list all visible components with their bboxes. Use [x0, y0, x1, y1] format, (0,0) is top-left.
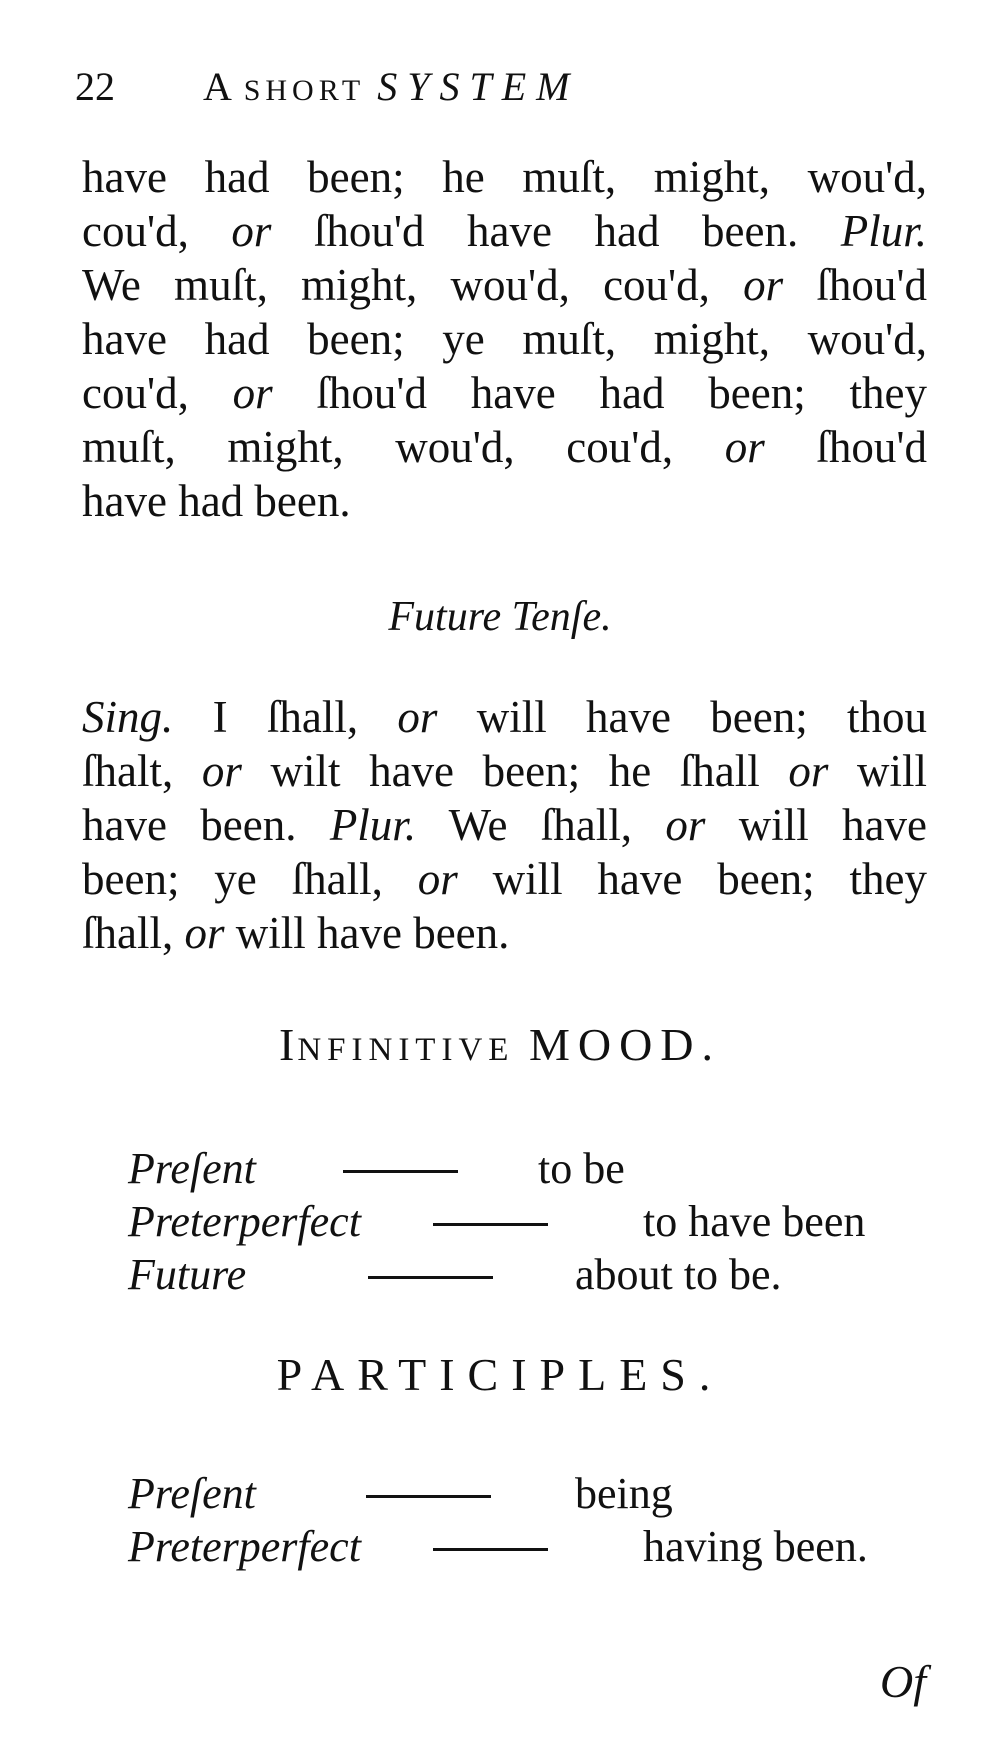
text-line: Sing. I ſhall, or will have been; thou — [82, 692, 928, 742]
row-value: to have been — [643, 1197, 866, 1246]
leader-dash — [366, 1495, 491, 1498]
leader-dash — [433, 1223, 548, 1226]
participles-heading: PARTICIPLES. — [276, 1349, 724, 1400]
text-line: cou'd, or ſhou'd have had been. Plur. — [82, 206, 927, 256]
leader-dash — [368, 1276, 493, 1279]
row-label: Preſent — [128, 1469, 256, 1518]
text-line: have had been. — [82, 476, 351, 526]
text-line: have had been; he muſt, might, wou'd, — [82, 152, 927, 202]
infinitive-row-preterperfect — [128, 1195, 928, 1249]
infinitive-row-future — [128, 1248, 928, 1302]
text-line: ſhalt, or wilt have been; he ſhall or will — [82, 746, 927, 796]
infinitive-row-present — [128, 1142, 888, 1196]
participle-row-present — [128, 1467, 888, 1521]
text-line: muſt, might, wou'd, cou'd, or ſhou'd — [82, 422, 927, 472]
participle-row-preterperfect — [128, 1520, 928, 1574]
row-label: Preſent — [128, 1144, 256, 1193]
title-short: SHORT — [243, 74, 366, 107]
text-line: have had been; ye muſt, might, wou'd, — [82, 314, 927, 364]
running-header — [75, 62, 795, 112]
title-a: A — [203, 64, 232, 109]
row-label: Preterperfect — [128, 1522, 361, 1571]
text-line: ſhall, or will have been. — [82, 908, 510, 958]
infinitive-mood-heading: INFINITIVE MOOD. — [278, 1019, 722, 1070]
paragraph-perfect-conclusion — [82, 150, 927, 528]
title-system: SYSTEM — [377, 64, 580, 109]
page-number: 22 — [75, 64, 115, 109]
paragraph-future-tense — [82, 690, 927, 960]
row-label: Future — [128, 1250, 247, 1299]
text-line: cou'd, or ſhou'd have had been; they — [82, 368, 927, 418]
text-line: have been. Plur. We ſhall, or will have — [82, 800, 927, 850]
row-value: being — [575, 1469, 673, 1518]
row-value: to be — [538, 1144, 625, 1193]
row-value: about to be. — [575, 1250, 782, 1299]
running-title — [203, 62, 580, 116]
catchword: Of — [880, 1656, 926, 1707]
row-value: having been. — [643, 1522, 868, 1571]
future-tense-heading: Future Tenſe. — [388, 594, 612, 640]
text-line: been; ye ſhall, or will have been; they — [82, 854, 927, 904]
row-label: Preterperfect — [128, 1197, 361, 1246]
text-line: We muſt, might, wou'd, cou'd, or ſhou'd — [82, 260, 927, 310]
leader-dash — [343, 1170, 458, 1173]
leader-dash — [433, 1548, 548, 1551]
